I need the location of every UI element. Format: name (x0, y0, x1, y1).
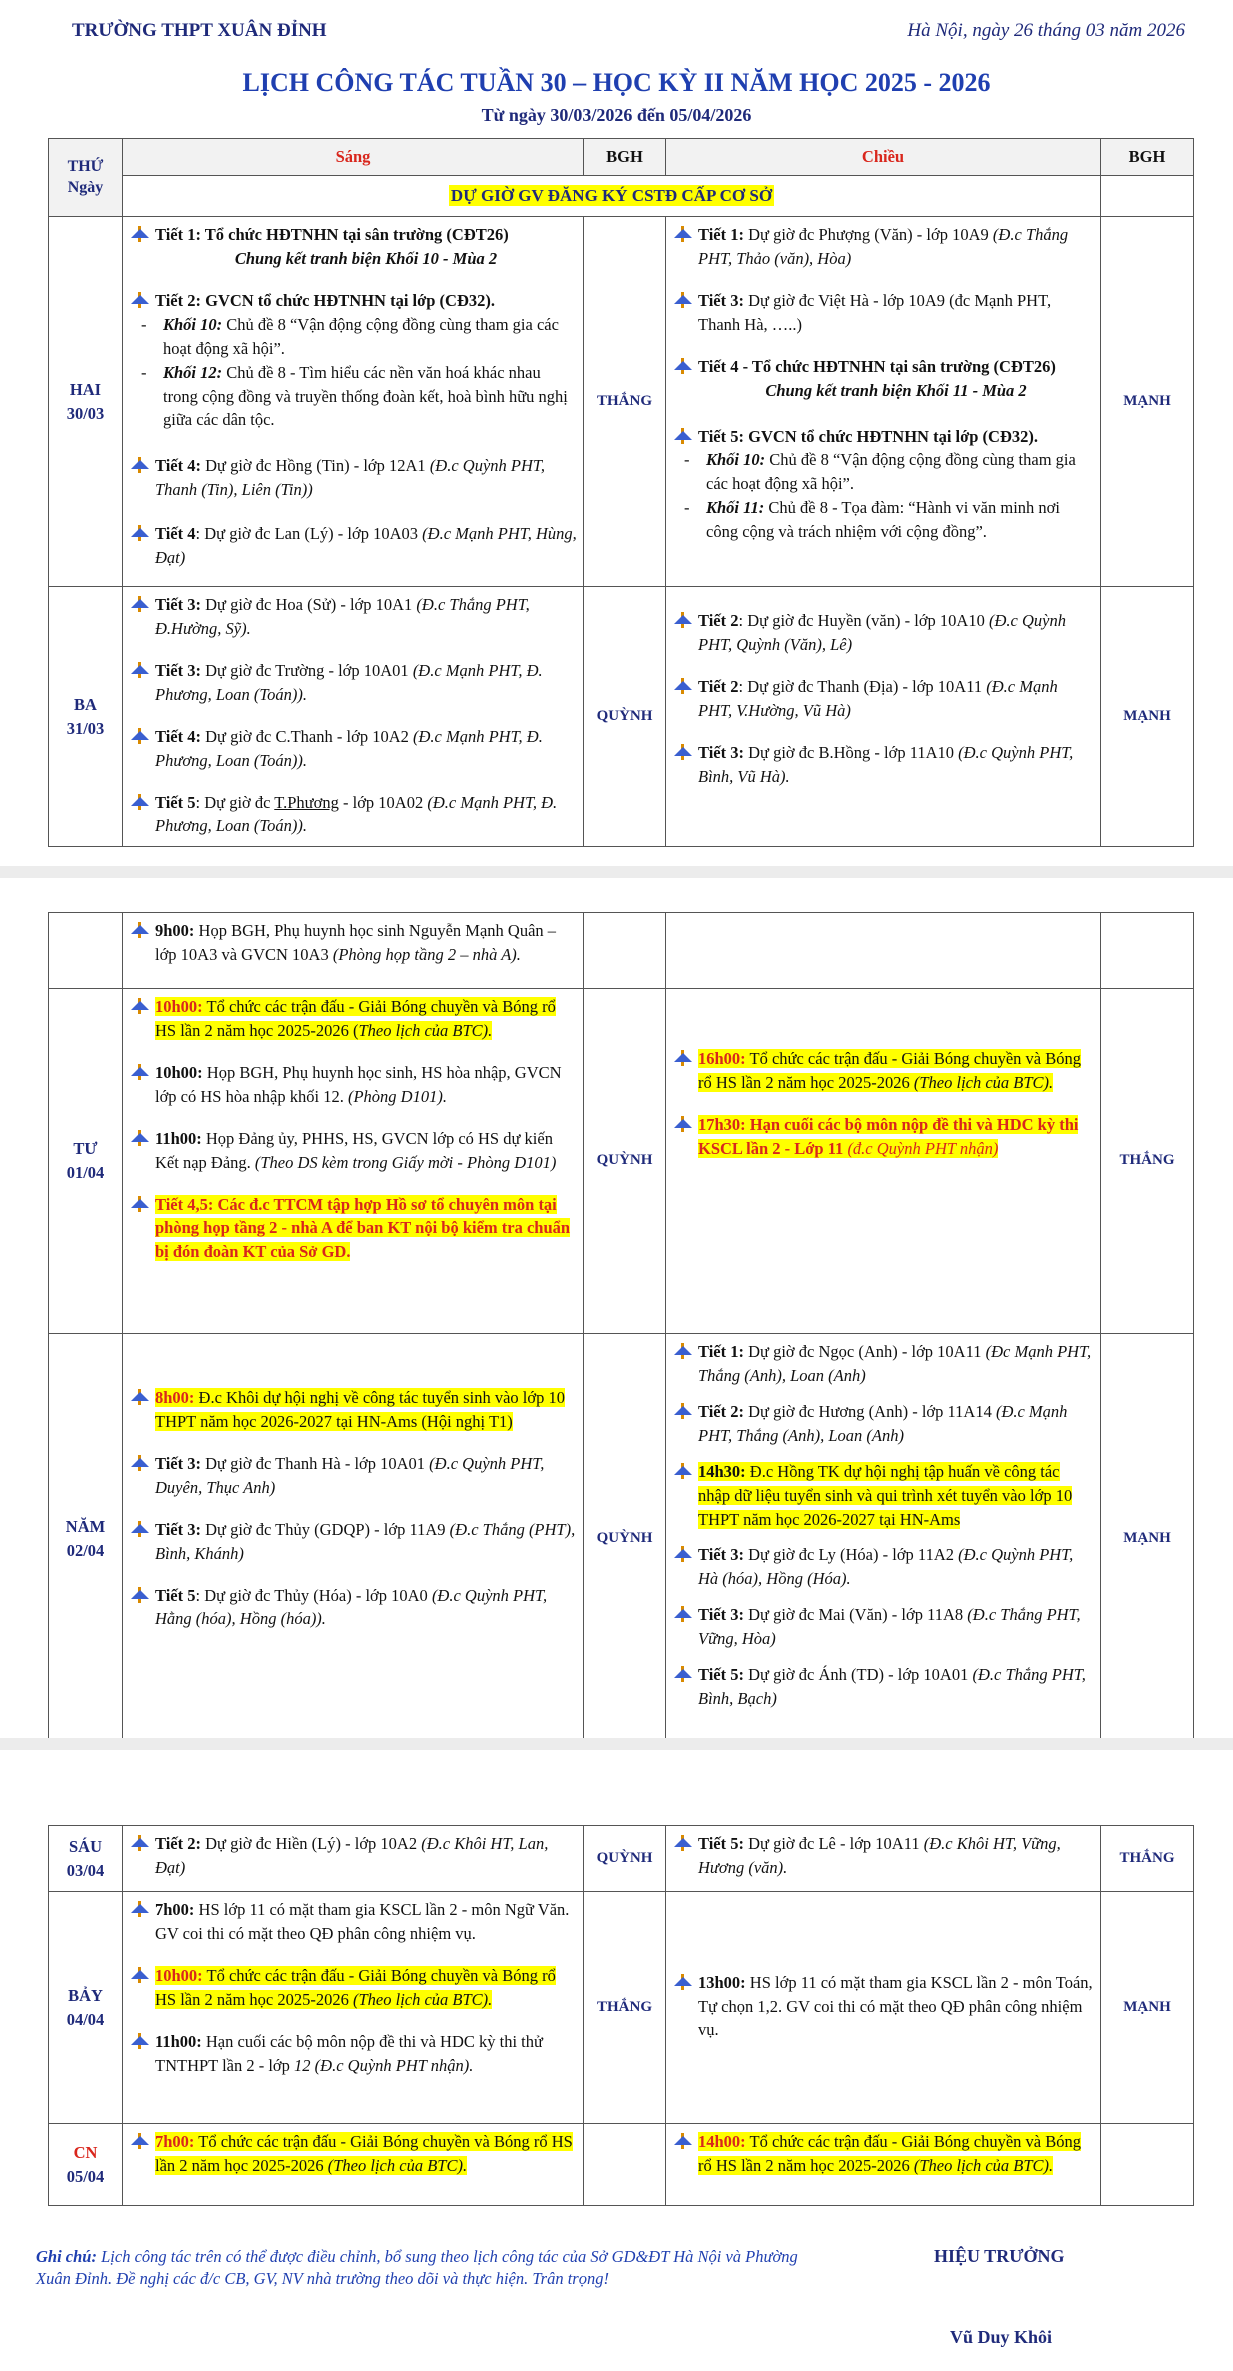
bgh-pm-cell: THẮNG (1101, 989, 1194, 1334)
bullet-icon (674, 612, 690, 628)
bullet-icon (131, 596, 147, 612)
bgh-pm-cell: MẠNH (1101, 1334, 1194, 1744)
table-row (49, 1892, 1194, 2124)
bullet-icon (674, 678, 690, 694)
bullet-icon (674, 2133, 690, 2149)
bullet-icon (131, 2033, 147, 2049)
page-subtitle: Từ ngày 30/03/2026 đến 05/04/2026 (481, 105, 752, 125)
day-cell: CN 05/04 (49, 2124, 123, 2206)
bullet-icon (131, 1587, 147, 1603)
afternoon-cell: 13h00: HS lớp 11 có mặt tham gia KSCL lần 2 - môn Toán, Tự chọn 1,2. GV coi thi có mặt theo QĐ phân công nhiệm vụ. (666, 1892, 1101, 2124)
bullet-icon (131, 794, 147, 810)
bullet-icon (131, 1064, 147, 1080)
bgh-am-cell: QUỲNH (584, 1826, 666, 1892)
place-date: Hà Nội, ngày 26 tháng 03 năm 2026 (907, 20, 1185, 41)
table-row (49, 217, 1194, 587)
bgh-pm-cell: MẠNH (1101, 1892, 1194, 2124)
day-cell: BA 31/03 (49, 587, 123, 847)
bgh-pm-cell: MẠNH (1101, 587, 1194, 847)
morning-cell: 8h00: Đ.c Khôi dự hội nghị về công tác tuyển sinh vào lớp 10 THPT năm học 2026-2027 tại HN-Ams (Hội nghị T1) Tiết 3: Dự giờ đc Thanh Hà - lớp 10A01 (Đ.c Quỳnh PHT, Duyên, Thục Anh) Tiết 3: Dự giờ đc Thủy (GDQP) - lớp 11A9 (Đ.c Thắng (PHT), Bình, Khánh) Tiết 5: Dự giờ đc Thủy (Hóa) - lớp 10A0 (Đ.c Quỳnh PHT, Hằng (hóa), Hồng (hóa)). (123, 1334, 584, 1744)
bullet-icon (131, 728, 147, 744)
bullet-icon (674, 1606, 690, 1622)
bgh-pm-cell: MẠNH (1101, 217, 1194, 587)
morning-cell: 7h00: HS lớp 11 có mặt tham gia KSCL lần 2 - môn Ngữ Văn. GV coi thi có mặt theo QĐ phân công nhiệm vụ. 10h00: Tổ chức các trận đấu - Giải Bóng chuyền và Bóng rổ HS lần 2 năm học 2025-2026 (Theo lịch của BTC). 11h00: Hạn cuối các bộ môn nộp đề thi và HDC kỳ thi thử TNTHPT lần 2 - lớp 12 (Đ.c Quỳnh PHT nhận). (123, 1892, 584, 2124)
table-row (49, 913, 1194, 989)
bullet-icon (131, 292, 147, 308)
morning-cell: 7h00: Tổ chức các trận đấu - Giải Bóng chuyền và Bóng rổ HS lần 2 năm học 2025-2026 (Theo lịch của BTC). (123, 2124, 584, 2206)
school-name: TRƯỜNG THPT XUÂN ĐỈNH (72, 20, 327, 41)
bullet-icon (131, 1196, 147, 1212)
afternoon-cell: Tiết 1: Dự giờ đc Phượng (Văn) - lớp 10A9 (Đ.c Thắng PHT, Thảo (văn), Hòa) Tiết 3: Dự giờ đc Việt Hà - lớp 10A9 (đc Mạnh PHT, Thanh Hà, …..) Tiết 4 - Tổ chức HĐTNHN tại sân trường (CĐT26) Chung kết tranh biện Khối 11 - Mùa 2 Tiết 5: GVCN tổ chức HĐTNHN tại lớp (CĐ32). - Khối 10: Chủ đề 8 “Vận động cộng đồng cùng tham gia các hoạt động xã hội”. - Khối 11: Chủ đề 8 - Tọa đàm: “Hành vi văn minh nơi công cộng và trách nhiệm với cộng đồng”. (666, 217, 1101, 587)
bullet-icon (131, 457, 147, 473)
bullet-icon (131, 662, 147, 678)
afternoon-cell: Tiết 2: Dự giờ đc Huyền (văn) - lớp 10A10 (Đ.c Quỳnh PHT, Quỳnh (Văn), Lê) Tiết 2: Dự giờ đc Thanh (Địa) - lớp 10A11 (Đ.c Mạnh PHT, V.Hường, Vũ Hà) Tiết 3: Dự giờ đc B.Hồng - lớp 11A10 (Đ.c Quỳnh PHT, Bình, Vũ Hà). (666, 587, 1101, 847)
morning-cell: 9h00: Họp BGH, Phụ huynh học sinh Nguyễn Mạnh Quân – lớp 10A3 và GVCN 10A3 (Phòng họp tầng 2 – nhà A). (123, 913, 584, 989)
day-cell: BẢY 04/04 (49, 1892, 123, 2124)
schedule-table-part-3 (48, 1825, 1194, 2206)
signature-name: Vũ Duy Khôi (950, 2327, 1053, 2347)
bullet-icon (674, 1343, 690, 1359)
bullet-icon (131, 1967, 147, 1983)
table-row (49, 2124, 1194, 2206)
bullet-icon (674, 1050, 690, 1066)
day-cell: SÁU 03/04 (49, 1826, 123, 1892)
table-row (49, 587, 1194, 847)
bullet-icon (674, 1974, 690, 1990)
afternoon-cell: Tiết 1: Dự giờ đc Ngọc (Anh) - lớp 10A11 (Đc Mạnh PHT, Thắng (Anh), Loan (Anh) Tiết 2: Dự giờ đc Hương (Anh) - lớp 11A14 (Đ.c Mạnh PHT, Thắng (Anh), Loan (Anh) 14h30: Đ.c Hồng TK dự hội nghị tập huấn về công tác nhập dữ liệu tuyển sinh và qui trình xét tuyển vào lớp 10 THPT năm học 2026-2027 tại HN-Ams Tiết 3: Dự giờ đc Ly (Hóa) - lớp 11A2 (Đ.c Quỳnh PHT, Hà (hóa), Hồng (Hóa). Tiết 3: Dự giờ đc Mai (Văn) - lớp 11A8 (Đ.c Thắng PHT, Vững, Hòa) Tiết 5: Dự giờ đc Ánh (TD) - lớp 10A01 (Đ.c Thắng PHT, Bình, Bạch) (666, 1334, 1101, 1744)
morning-cell: Tiết 1: Tổ chức HĐTNHN tại sân trường (CĐT26) Chung kết tranh biện Khối 10 - Mùa 2 Tiết 2: GVCN tổ chức HĐTNHN tại lớp (CĐ32). - Khối 10: Chủ đề 8 “Vận động cộng đồng cùng tham gia các hoạt động xã hội”. - Khối 12: Chủ đề 8 - Tìm hiểu các nền văn hoá khác nhau trong cộng đồng và truyền thống đoàn kết, hoà bình hữu nghị giữa các dân tộc. Tiết 4: Dự giờ đc Hồng (Tin) - lớp 12A1 (Đ.c Quỳnh PHT, Thanh (Tin), Liên (Tin)) Tiết 4: Dự giờ đc Lan (Lý) - lớp 10A03 (Đ.c Mạnh PHT, Hùng, Đạt) (123, 217, 584, 587)
col-header-bgh-am: BGH (584, 139, 666, 176)
table-row (49, 1334, 1194, 1744)
table-row (49, 1826, 1194, 1892)
morning-cell: 10h00: Tổ chức các trận đấu - Giải Bóng chuyền và Bóng rổ HS lần 2 năm học 2025-2026 (Theo lịch của BTC). 10h00: Họp BGH, Phụ huynh học sinh, HS hòa nhập, GVCN lớp có HS hòa nhập khối 12. (Phòng D101). 11h00: Họp Đảng ủy, PHHS, HS, GVCN lớp có HS dự kiến Kết nạp Đảng. (Theo DS kèm trong Giấy mời - Phòng D101) Tiết 4,5: Các đ.c TTCM tập hợp Hồ sơ tổ chuyên môn tại phòng họp tầng 2 - nhà A để ban KT nội bộ kiểm tra chuẩn bị đón đoàn KT của Sở GD. (123, 989, 584, 1334)
bullet-icon (674, 226, 690, 242)
bullet-icon (131, 525, 147, 541)
bullet-icon (674, 428, 690, 444)
bgh-pm-cell: THẮNG (1101, 1826, 1194, 1892)
afternoon-cell: 14h00: Tổ chức các trận đấu - Giải Bóng chuyền và Bóng rổ HS lần 2 năm học 2025-2026 (Theo lịch của BTC). (666, 2124, 1101, 2206)
footer-note: Ghi chú: Lịch công tác trên có thể được điều chỉnh, bổ sung theo lịch công tác của Sở GD&ĐT Hà Nội và Phường Xuân Đỉnh. Đề nghị các đ/c CB, GV, NV nhà trường theo dõi và thực hiện. Trân trọng! (36, 2247, 798, 2289)
day-cell: HAI 30/03 (49, 217, 123, 587)
afternoon-cell: 16h00: Tổ chức các trận đấu - Giải Bóng chuyền và Bóng rổ HS lần 2 năm học 2025-2026 (Theo lịch của BTC). 17h30: Hạn cuối các bộ môn nộp đề thi và HDC kỳ thi KSCL lần 2 - Lớp 11 (đ.c Quỳnh PHT nhận) (666, 989, 1101, 1334)
morning-cell: Tiết 2: Dự giờ đc Hiền (Lý) - lớp 10A2 (Đ.c Khôi HT, Lan, Đạt) (123, 1826, 584, 1892)
bullet-icon (131, 1521, 147, 1537)
schedule-table-part-2 (48, 912, 1194, 1744)
bullet-icon (131, 1835, 147, 1851)
day-cell: NĂM 02/04 (49, 1334, 123, 1744)
bullet-icon (674, 744, 690, 760)
bullet-icon (131, 2133, 147, 2149)
bullet-icon (131, 922, 147, 938)
table-row (49, 989, 1194, 1334)
bullet-icon (131, 1130, 147, 1146)
bullet-icon (674, 1403, 690, 1419)
bgh-am-cell: QUỲNH (584, 587, 666, 847)
bullet-icon (674, 358, 690, 374)
bullet-icon (131, 998, 147, 1014)
bgh-am-cell (584, 2124, 666, 2206)
afternoon-cell: Tiết 5: Dự giờ đc Lê - lớp 10A11 (Đ.c Khôi HT, Vững, Hương (văn). (666, 1826, 1101, 1892)
day-cell: TƯ 01/04 (49, 989, 123, 1334)
bgh-pm-cell (1101, 2124, 1194, 2206)
bullet-icon (131, 226, 147, 242)
page-divider (0, 866, 1233, 878)
signature-title: HIỆU TRƯỞNG (934, 2246, 1065, 2266)
bullet-icon (674, 1546, 690, 1562)
col-header-afternoon: Chiều (666, 139, 1101, 176)
bullet-icon (674, 1116, 690, 1132)
bgh-am-cell: THẮNG (584, 1892, 666, 2124)
morning-cell: Tiết 3: Dự giờ đc Hoa (Sử) - lớp 10A1 (Đ.c Thắng PHT, Đ.Hường, Sỹ). Tiết 3: Dự giờ đc Trường - lớp 10A01 (Đ.c Mạnh PHT, Đ. Phương, Loan (Toán)). Tiết 4: Dự giờ đc C.Thanh - lớp 10A2 (Đ.c Mạnh PHT, Đ. Phương, Loan (Toán)). Tiết 5: Dự giờ đc T.Phương - lớp 10A02 (Đ.c Mạnh PHT, Đ. Phương, Loan (Toán)). (123, 587, 584, 847)
page-title: LỊCH CÔNG TÁC TUẦN 30 – HỌC KỲ II NĂM HỌC 2025 - 2026 (242, 68, 991, 97)
bullet-icon (131, 1455, 147, 1471)
page-divider (0, 1738, 1233, 1750)
bullet-icon (674, 1463, 690, 1479)
col-header-bgh-pm: BGH (1101, 139, 1194, 176)
bullet-icon (674, 292, 690, 308)
bullet-icon (674, 1666, 690, 1682)
bullet-icon (131, 1901, 147, 1917)
col-header-morning: Sáng (123, 139, 584, 176)
banner: DỰ GIỜ GV ĐĂNG KÝ CSTĐ CẤP CƠ SỞ (123, 176, 1101, 217)
bullet-icon (131, 1389, 147, 1405)
bgh-am-cell: QUỲNH (584, 1334, 666, 1744)
bullet-icon (674, 1835, 690, 1851)
col-header-day: THỨ Ngày (49, 139, 123, 217)
bgh-am-cell: THẮNG (584, 217, 666, 587)
bgh-am-cell: QUỲNH (584, 989, 666, 1334)
schedule-table-part-1 (48, 138, 1194, 847)
